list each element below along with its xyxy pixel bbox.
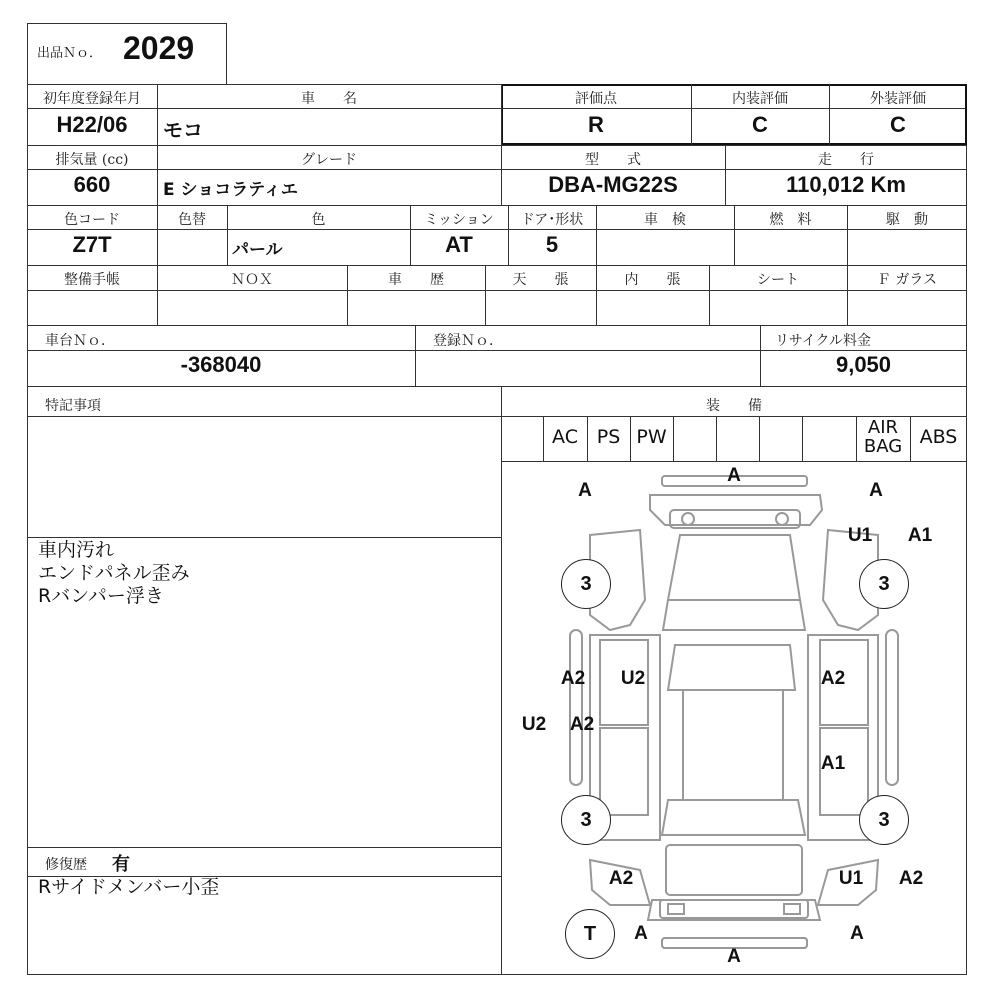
notes-label: 特記事項	[45, 398, 101, 414]
equip-abs: ABS	[919, 426, 958, 448]
front-glass-label: Ｆ ガラス	[876, 272, 938, 288]
seat-label: シート	[757, 272, 799, 288]
mileage-label: 走 行	[818, 152, 874, 168]
note-line-3: Rバンパー浮き	[38, 585, 164, 607]
interior-grade-label: 内装評価	[732, 91, 788, 107]
equipment-label: 装 備	[706, 398, 762, 414]
vehicle-history-label: 車 歴	[388, 272, 444, 288]
damage-mark: A2	[569, 714, 595, 735]
damage-mark: U2	[620, 668, 646, 689]
nox-label: ＮＯＸ	[231, 272, 273, 288]
repair-history-value: 有	[112, 854, 130, 875]
damage-mark: A	[578, 480, 592, 501]
chassis-number-value: -368040	[180, 352, 262, 377]
equip-pw: PW	[636, 426, 667, 448]
lot-number-label: 出品Ｎｏ．	[37, 46, 103, 61]
car-name-value: モコ	[163, 118, 203, 142]
color-code-label: 色コード	[64, 212, 120, 228]
color-change-label: 色替	[178, 212, 206, 228]
first-registration-label: 初年度登録年月	[43, 91, 141, 107]
mileage-value: 110,012 Km	[786, 172, 906, 197]
damage-mark: U1	[838, 868, 864, 889]
damage-mark: A2	[608, 868, 634, 889]
grade-label: グレード	[301, 152, 357, 168]
interior-grade-value: C	[752, 112, 768, 137]
displacement-value: 660	[73, 172, 111, 197]
color-value: パール	[232, 240, 283, 260]
score-label: 評価点	[575, 91, 617, 107]
tyre-rear-right: 3	[859, 795, 909, 845]
service-book-label: 整備手帳	[64, 272, 120, 288]
note-line-2: エンドパネル歪み	[38, 562, 190, 584]
recycle-fee-label: リサイクル料金	[775, 333, 872, 349]
drive-label: 駆 動	[886, 212, 928, 228]
transmission-value: AT	[445, 232, 473, 257]
exterior-grade-label: 外装評価	[870, 91, 926, 107]
inspection-label: 車 検	[644, 212, 686, 228]
headliner-label: 天 張	[512, 272, 569, 288]
damage-mark: A	[727, 946, 741, 967]
damage-mark: A2	[820, 668, 846, 689]
model-code-value: DBA-MG22S	[548, 172, 678, 197]
repair-history-detail: Rサイドメンバー小歪	[38, 876, 220, 898]
recycle-fee-value: 9,050	[835, 352, 892, 377]
repair-history-label: 修復歴	[45, 857, 87, 873]
registration-number-label: 登録Ｎｏ．	[433, 333, 503, 349]
damage-mark: A	[850, 923, 864, 944]
damage-mark: A1	[907, 525, 933, 546]
damage-mark: U2	[521, 714, 547, 735]
interior-trim-label: 内 張	[624, 272, 681, 288]
first-registration-value: H22/06	[56, 112, 128, 137]
note-line-1: 車内汚れ	[38, 539, 115, 561]
door-shape-label: ドア･形状	[520, 212, 584, 228]
equip-ac: AC	[552, 426, 578, 448]
score-value: R	[588, 112, 604, 137]
transmission-label: ミッション	[424, 212, 494, 228]
color-code-value: Z7T	[72, 232, 112, 257]
chassis-number-label: 車台Ｎｏ．	[45, 333, 115, 349]
model-code-label: 型 式	[585, 152, 641, 168]
displacement-label: 排気量 (cc)	[55, 152, 129, 168]
lot-number: 2029	[123, 30, 195, 66]
tyre-front-right: 3	[859, 559, 909, 609]
exterior-grade-value: C	[890, 112, 906, 137]
damage-mark: A	[634, 923, 648, 944]
damage-mark: A2	[560, 668, 586, 689]
damage-mark: A	[727, 465, 741, 486]
tyre-front-left: 3	[561, 559, 611, 609]
tyre-spare: T	[565, 909, 615, 959]
damage-mark: A	[869, 480, 883, 501]
door-shape-value: 5	[545, 232, 559, 257]
damage-mark: A1	[820, 753, 846, 774]
car-name-label: 車 名	[301, 91, 357, 107]
damage-mark: A2	[898, 868, 924, 889]
equip-airbag: AIR BAG	[863, 417, 903, 457]
grade-value: E ショコラティエ	[163, 180, 298, 200]
fuel-label: 燃 料	[769, 212, 812, 228]
equip-ps: PS	[596, 426, 621, 448]
color-label: 色	[311, 212, 326, 228]
damage-mark: U1	[847, 525, 873, 546]
tyre-rear-left: 3	[561, 795, 611, 845]
